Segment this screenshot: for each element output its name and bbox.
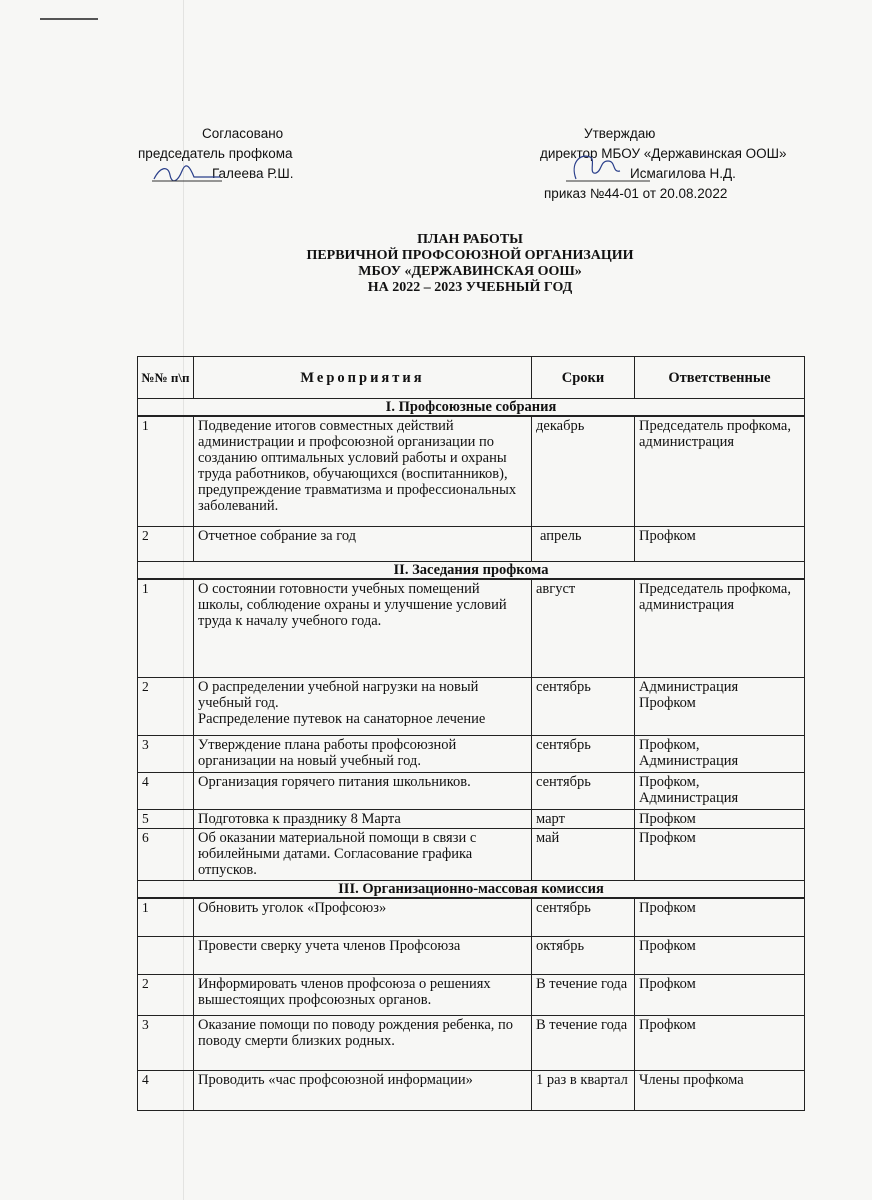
row-event xyxy=(194,678,532,736)
row-responsible: Профком xyxy=(635,974,805,1015)
row-responsible: Профком xyxy=(635,829,805,881)
table-row xyxy=(138,974,805,1015)
row-date: В течение года xyxy=(532,974,635,1015)
row-num: 2 xyxy=(138,526,194,561)
row-responsible: Профком xyxy=(635,1015,805,1070)
table-row xyxy=(138,1015,805,1070)
table-row xyxy=(138,678,805,736)
title-line: ПЛАН РАБОТЫ xyxy=(417,232,523,247)
row-num: 2 xyxy=(138,974,194,1015)
row-event: Оказание помощи по поводу рождения ребенка, по поводу смерти близких родных. xyxy=(194,1015,532,1070)
row-date: сентябрь xyxy=(532,736,635,773)
table-row xyxy=(138,829,805,881)
row-event: Информировать членов профсоюза о решениях вышестоящих профсоюзных органов. xyxy=(194,974,532,1015)
row-num: 1 xyxy=(138,898,194,936)
row-responsible-line: Администрация xyxy=(639,679,739,695)
approved-signatory: Исмагилова Н.Д. xyxy=(630,166,736,181)
row-num: 6 xyxy=(138,829,194,881)
title-line: НА 2022 – 2023 УЧЕБНЫЙ ГОД xyxy=(367,280,573,295)
section-title: I. Профсоюзные собрания xyxy=(138,399,805,417)
row-responsible: Профком xyxy=(635,936,805,974)
table-header-row xyxy=(138,357,805,399)
plan-table xyxy=(137,356,805,1111)
row-responsible: Председатель профкома, администрация xyxy=(635,416,805,526)
section-row xyxy=(138,881,805,899)
row-date: В течение года xyxy=(532,1015,635,1070)
row-event: Об оказании материальной помощи в связи с юбилейными датами. Согласование графика отпусков. xyxy=(194,829,532,881)
table-row xyxy=(138,773,805,810)
row-event: Подведение итогов совместных действий администрации и профсоюзной организации по созданию оптимальных условий работы и охраны труда работников, обучающихся (воспитанников), предупреждение травматизма и профессиональных заболеваний. xyxy=(194,416,532,526)
row-responsible xyxy=(635,678,805,736)
row-date: март xyxy=(532,810,635,829)
row-responsible: Профком, Администрация xyxy=(635,773,805,810)
row-num: 1 xyxy=(138,579,194,678)
row-num: 3 xyxy=(138,736,194,773)
table-row xyxy=(138,936,805,974)
row-num: 1 xyxy=(138,416,194,526)
row-num: 2 xyxy=(138,678,194,736)
agreed-signatory: Галеева Р.Ш. xyxy=(212,166,294,181)
row-event: Утверждение плана работы профсоюзной организации на новый учебный год. xyxy=(194,736,532,773)
header-events: Мероприятия xyxy=(194,357,532,399)
row-event: Проводить «час профсоюзной информации» xyxy=(194,1070,532,1110)
row-num: 4 xyxy=(138,773,194,810)
row-event: Обновить уголок «Профсоюз» xyxy=(194,898,532,936)
row-date: сентябрь xyxy=(532,898,635,936)
row-responsible: Профком xyxy=(635,810,805,829)
row-responsible-line: Профком xyxy=(639,695,696,711)
approved-position: директор МБОУ «Державинская ООШ» xyxy=(540,146,787,161)
row-event-line: О распределении учебной нагрузки на новый учебный год. xyxy=(198,679,479,711)
row-responsible: Профком xyxy=(635,898,805,936)
title-line: ПЕРВИЧНОЙ ПРОФСОЮЗНОЙ ОРГАНИЗАЦИИ xyxy=(306,248,634,263)
section-row xyxy=(138,399,805,417)
agreed-label: Согласовано xyxy=(202,126,284,141)
row-date: октябрь xyxy=(532,936,635,974)
row-date: апрель xyxy=(532,526,635,561)
approved-order: приказ №44-01 от 20.08.2022 xyxy=(544,186,728,201)
agreed-position: председатель профкома xyxy=(138,146,293,161)
table-row xyxy=(138,579,805,678)
header-dates: Сроки xyxy=(532,357,635,399)
document-title xyxy=(180,232,760,296)
row-date: 1 раз в квартал xyxy=(532,1070,635,1110)
row-event: Подготовка к празднику 8 Марта xyxy=(194,810,532,829)
header-responsible: Ответственные xyxy=(635,357,805,399)
section-row xyxy=(138,561,805,579)
row-num: 3 xyxy=(138,1015,194,1070)
row-num: 4 xyxy=(138,1070,194,1110)
scan-artifact xyxy=(40,18,98,20)
row-responsible: Профком xyxy=(635,526,805,561)
row-event: Отчетное собрание за год xyxy=(194,526,532,561)
approved-label: Утверждаю xyxy=(584,126,656,141)
section-title: III. Организационно-массовая комиссия xyxy=(138,881,805,899)
row-responsible: Председатель профкома, администрация xyxy=(635,579,805,678)
row-event: Организация горячего питания школьников. xyxy=(194,773,532,810)
row-responsible: Профком, Администрация xyxy=(635,736,805,773)
title-line: МБОУ «ДЕРЖАВИНСКАЯ ООШ» xyxy=(358,264,582,279)
signature-right-icon xyxy=(566,149,650,185)
row-event: О состоянии готовности учебных помещений школы, соблюдение охраны и улучшение условий труда к началу учебного года. xyxy=(194,579,532,678)
row-num xyxy=(138,936,194,974)
table-row xyxy=(138,898,805,936)
table-row xyxy=(138,810,805,829)
row-num: 5 xyxy=(138,810,194,829)
table-row xyxy=(138,416,805,526)
row-date: май xyxy=(532,829,635,881)
row-date: декабрь xyxy=(532,416,635,526)
table-row xyxy=(138,1070,805,1110)
row-date: август xyxy=(532,579,635,678)
section-title: II. Заседания профкома xyxy=(138,561,805,579)
header-num: №№ п\п xyxy=(138,357,194,399)
table-row xyxy=(138,736,805,773)
row-date: сентябрь xyxy=(532,773,635,810)
row-event-line: Распределение путевок на санаторное лечение xyxy=(198,711,486,727)
table-row xyxy=(138,526,805,561)
signature-left-icon xyxy=(150,163,222,185)
row-event: Провести сверку учета членов Профсоюза xyxy=(194,936,532,974)
row-responsible: Члены профкома xyxy=(635,1070,805,1110)
row-date: сентябрь xyxy=(532,678,635,736)
